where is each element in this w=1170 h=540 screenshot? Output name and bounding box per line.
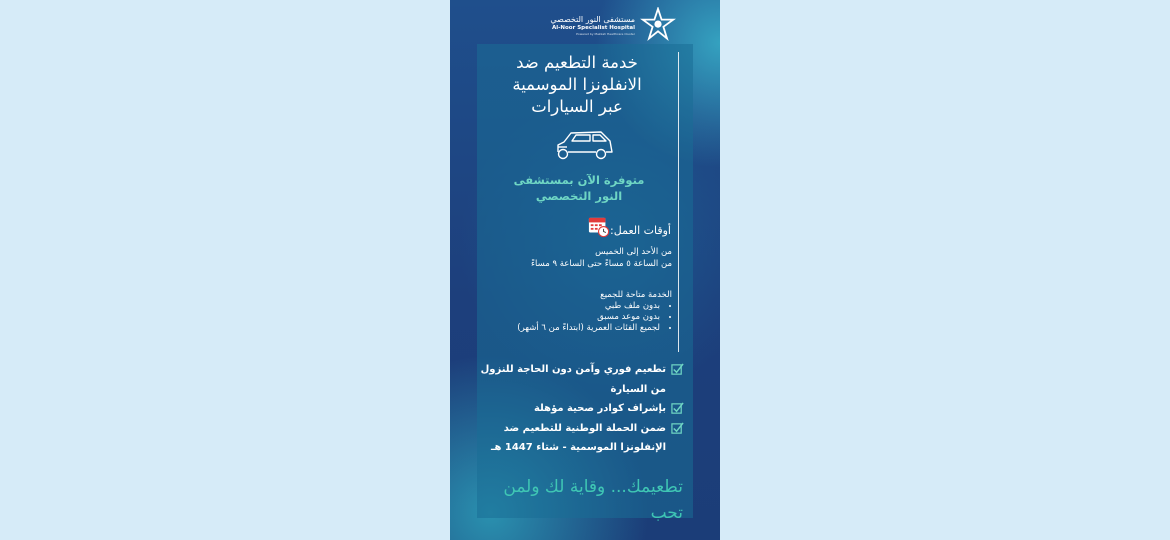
working-days: من الأحد إلى الخميس xyxy=(595,247,672,257)
calendar-clock-icon xyxy=(588,216,610,238)
checkbox-check-icon xyxy=(671,422,684,435)
logo-text xyxy=(550,15,635,36)
availability-line-1: متوفرة الآن بمستشفى xyxy=(513,173,645,187)
title-line-1: خدمة التطعيم ضد xyxy=(516,53,638,72)
feature-list xyxy=(474,360,684,458)
feature-text: بإشراف كوادر صحية مؤهلة xyxy=(533,403,666,414)
checkbox-check-icon xyxy=(671,363,684,376)
flyer-poster xyxy=(450,0,720,540)
service-availability xyxy=(517,290,672,334)
car-outline-icon xyxy=(554,128,616,164)
availability-text xyxy=(477,172,681,204)
list-item: • لجميع الفئات العمرية (ابتداءً من ٦ أشهر) xyxy=(517,323,660,334)
service-list xyxy=(517,301,672,334)
list-item: • بدون موعد مسبق xyxy=(517,312,660,323)
service-heading: الخدمة متاحة للجميع xyxy=(600,290,672,300)
logo-arabic-name: مستشفى النور التخصصي xyxy=(550,14,635,24)
list-item: • بدون ملف طبي xyxy=(517,301,660,312)
working-hours-header xyxy=(588,216,673,238)
feature-text: ضمن الحملة الوطنية للتطعيم ضد الإنفلونزا الموسمية - شتاء 1447 هـ xyxy=(491,422,666,453)
logo-subtitle: Powered by Makkah Healthcare Cluster xyxy=(576,31,635,36)
working-hours-title: أوقات العمل: xyxy=(610,224,671,237)
tagline: تطعيمك... وقاية لك ولمن تحب xyxy=(503,477,683,523)
hospital-logo xyxy=(550,7,676,43)
checkbox-check-icon xyxy=(671,402,684,415)
feature-item xyxy=(474,399,684,419)
logo-english-name: Al-Noor Specialist Hospital xyxy=(552,24,635,31)
working-hours-details xyxy=(531,246,672,270)
availability-line-2: النور التخصصي xyxy=(535,189,623,203)
feature-item xyxy=(474,419,684,458)
title-line-3: عبر السيارات xyxy=(531,97,623,116)
title-line-2: الانفلونزا الموسمية xyxy=(512,75,642,94)
star-flower-logo-icon xyxy=(640,7,676,43)
feature-item xyxy=(474,360,684,399)
feature-text: تطعيم فوري وآمن دون الحاجة للنزول من السيارة xyxy=(480,364,666,395)
page-title xyxy=(477,52,677,118)
working-time: من الساعة ٥ مساءً حتى الساعة ٩ مساءً xyxy=(531,259,672,269)
